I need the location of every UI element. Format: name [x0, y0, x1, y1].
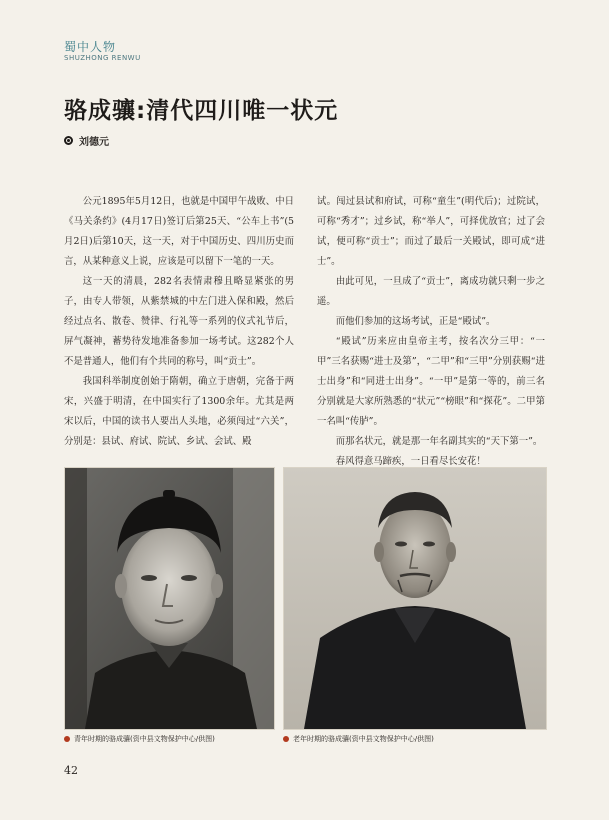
portrait-young-illustration [65, 468, 274, 729]
author-name: 刘德元 [79, 137, 109, 148]
paragraph: 这一天的清晨，282名表情肃穆且略显紧张的男子，由专人带领，从紫禁城的中左门进入保和殿，然后经过点名、散卷、赞律、行礼等一系列的仪式礼节后，屏气凝神，蓄势待发地准备参加一场考试。这282个人不是普通人，他们有个共同的称号，叫“贡士”。 [64, 276, 294, 367]
paragraph: 春风得意马蹄疾，一日看尽长安花！ [335, 456, 486, 467]
paragraph: 由此可见，一旦成了“贡士”，离成功就只剩一步之遥。 [317, 276, 545, 307]
article-title: 骆成骧:清代四川唯一状元 [64, 98, 339, 124]
article-column-left [64, 192, 294, 452]
author-line [64, 133, 109, 148]
section-label: 蜀中人物 [64, 40, 117, 54]
paragraph: 我国科举制度创始于隋朝，确立于唐朝，完备于两宋，兴盛于明清，在中国实行了1300余年。尤其是两宋以后，中国的读书人要出人头地，必须闯过“六关”，分别是：县试、府试、院试、乡试、会试、殿 [64, 376, 294, 447]
paragraph: “殿试”历来应由皇帝主考，按名次分三甲：“一甲”三名获赐“进士及第”，“二甲”和“三甲”分别获赐“进士出身”和“同进士出身”。“一甲”是第一等的，前三名分别就是大家所熟悉的“状元”“榜眼”和“探花”。二甲第一名叫“传胪”。 [317, 336, 545, 427]
paragraph: 而他们参加的这场考试，正是“殿试”。 [335, 316, 496, 327]
paragraph: 而那名状元，就是那一年名副其实的“天下第一”。 [335, 436, 543, 447]
section-label-pinyin: SHUZHONG RENWU [64, 54, 141, 62]
caption-dot-icon [64, 736, 70, 742]
caption-text: 青年时期的骆成骧(资中县文物保护中心/供图) [74, 735, 215, 743]
caption-dot-icon [283, 736, 289, 742]
page-number: 42 [64, 764, 78, 777]
photo-young-portrait [64, 467, 275, 730]
article-column-right [317, 192, 545, 472]
bullet-circle-icon [64, 136, 73, 145]
paragraph: 公元1895年5月12日，也就是中国甲午战败、中日《马关条约》(4月17日)签订后第25天、“公车上书”(5月2日)后第10天，这一天，对于中国历史、四川历史而言，从某种意义上说，应该是可以留下一笔的一天。 [64, 196, 294, 267]
paragraph: 试。闯过县试和府试，可称“童生”(明代后)；过院试，可称“秀才”；过乡试，称“举人”，可择优放官；过了会试，便可称“贡士”；而过了最后一关殿试，即可成“进士”。 [317, 196, 545, 267]
photo-caption-left [64, 734, 215, 744]
photo-old-portrait [283, 467, 547, 730]
caption-text: 老年时期的骆成骧(资中县文物保护中心/供图) [293, 735, 434, 743]
portrait-old-illustration [284, 468, 546, 729]
photo-caption-right [283, 734, 434, 744]
